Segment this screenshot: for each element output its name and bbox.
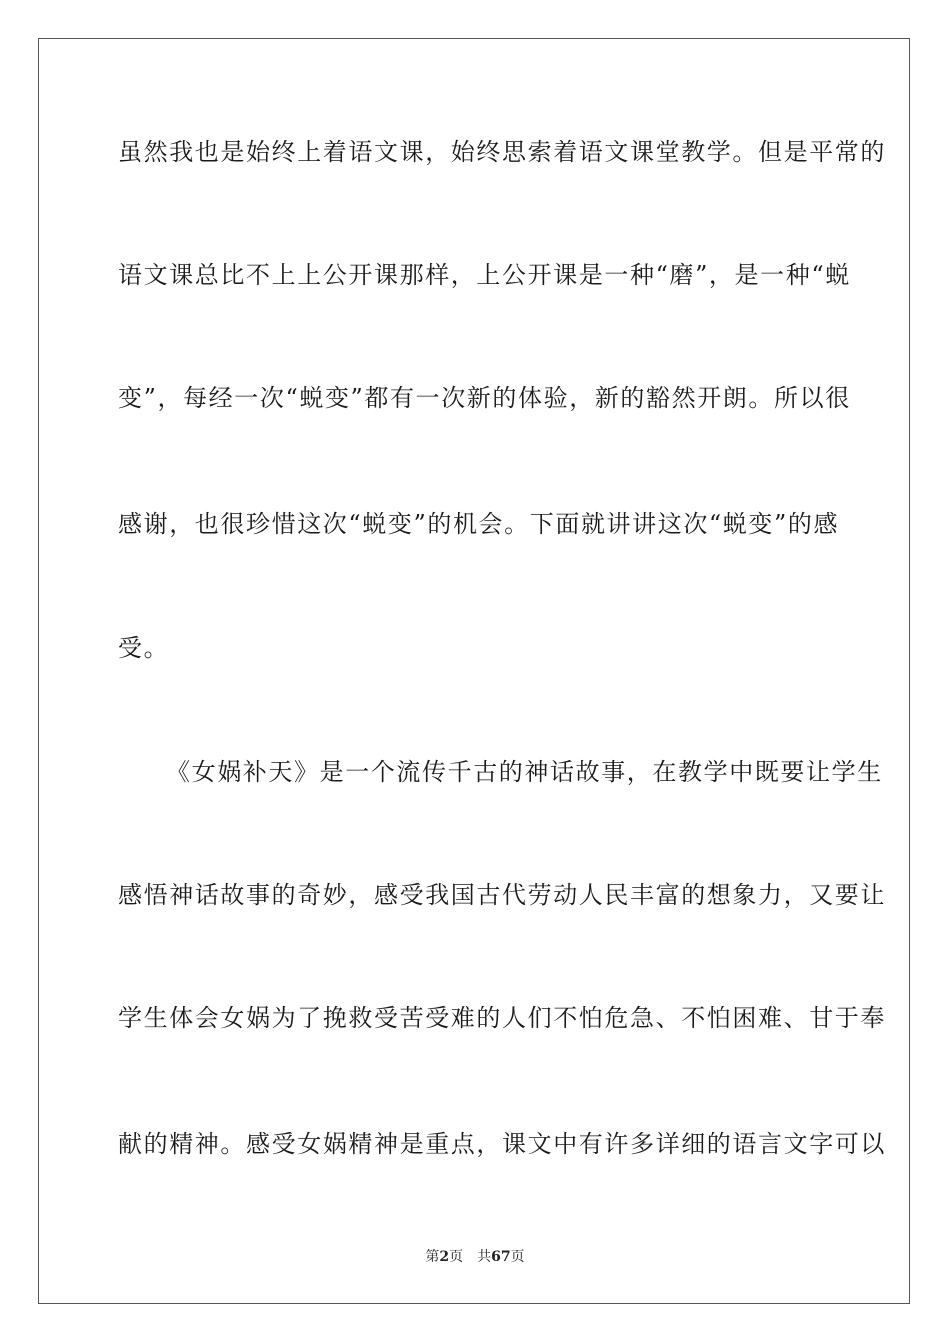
text-line: 虽然我也是始终上着语文课，始终思索着语文课堂教学。但是平常的	[118, 138, 886, 166]
page-number: 2	[439, 1249, 450, 1265]
page-prefix: 第	[425, 1249, 440, 1265]
total-suffix: 页	[510, 1249, 525, 1265]
total-pages: 67	[491, 1249, 511, 1265]
total-prefix: 共	[477, 1249, 492, 1265]
text-line: 变”，每经一次“蜕变”都有一次新的体验，新的豁然开朗。所以很	[118, 384, 851, 412]
text-line: 献的精神。感受女娲精神是重点，课文中有许多详细的语言文字可以	[118, 1130, 886, 1158]
text-line: 受。	[118, 634, 170, 662]
page-frame	[38, 38, 910, 1304]
page-footer	[0, 1248, 950, 1266]
page-suffix: 页	[449, 1249, 464, 1265]
text-line: 感谢，也很珍惜这次“蜕变”的机会。下面就讲讲这次“蜕变”的感	[118, 510, 840, 538]
text-line: 学生体会女娲为了挽救受苦受难的人们不怕危急、不怕困难、甘于奉	[118, 1004, 886, 1032]
text-line: 语文课总比不上上公开课那样，上公开课是一种“磨”，是一种“蜕	[118, 261, 851, 289]
paragraph-start-line: 《女娲补天》是一个流传千古的神话故事，在教学中既要让学生	[166, 758, 883, 786]
text-line: 感悟神话故事的奇妙，感受我国古代劳动人民丰富的想象力，又要让	[118, 881, 886, 909]
